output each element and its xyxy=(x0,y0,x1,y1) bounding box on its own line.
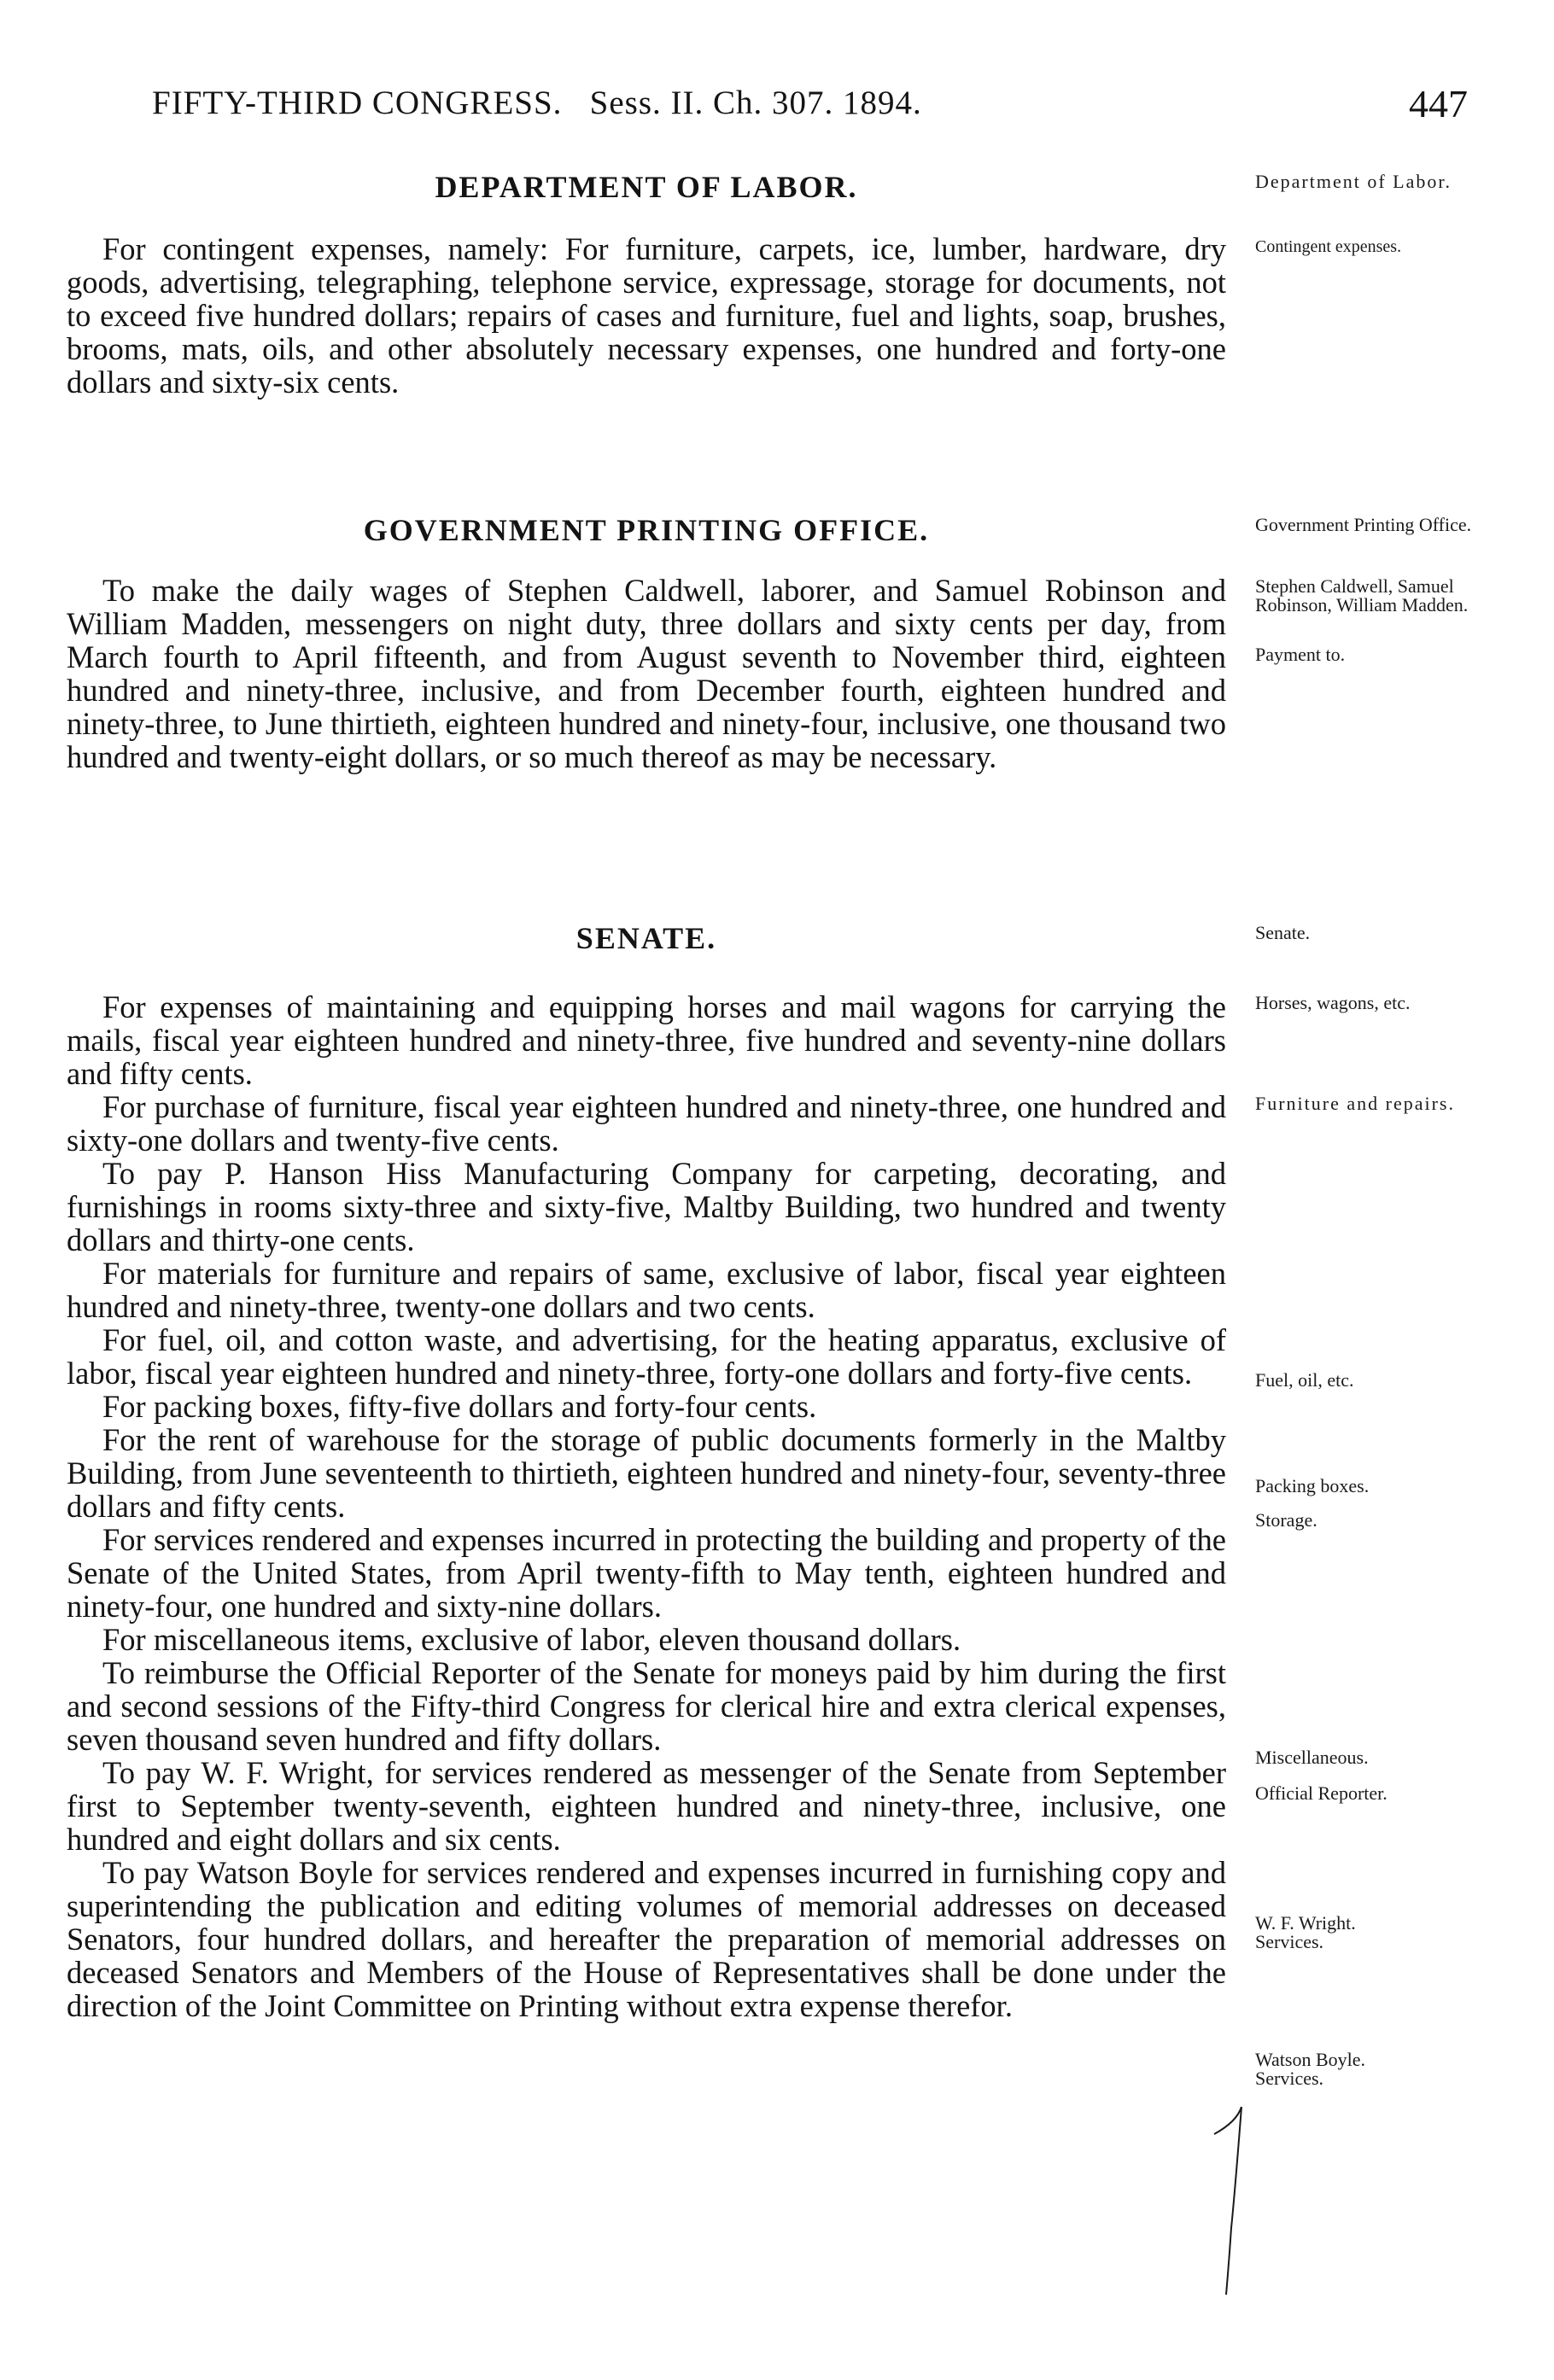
paragraph: To reimburse the Official Reporter of the Senate for moneys paid by him during the first and second sessions of the Fifty-third Congress for clerical hire and extra clerical expenses, seven thousand seven hundred and fifty dollars. xyxy=(67,1655,1226,1757)
paragraph: For purchase of furniture, fiscal year eighteen hundred and ninety-three, one hundred and sixty-one dollars and twenty-five cents. xyxy=(67,1089,1226,1158)
margin-note: W. F. Wright. Services. xyxy=(1255,1912,1356,1952)
paragraph: For services rendered and expenses incurred in protecting the building and property of the Senate of the United States, from April twenty-fifth to May tenth, eighteen hundred and ninety-four, one hundred and sixty-nine dollars. xyxy=(67,1522,1226,1624)
paragraph: To make the daily wages of Stephen Caldwell, laborer, and Samuel Robinson and William Madden, messengers on night duty, three dollars and sixty cents per day, from March fourth to April fifteenth, and from August seventh to November third, eighteen hundred and ninety-three, inclusive, and from December fourth, eighteen hundred and ninety-three, to June thirtieth, eighteen hundred and ninety-four, inclusive, one thousand two hundred and twenty-eight dollars, or so much thereof as may be necessary. xyxy=(67,573,1226,774)
paragraph: For the rent of warehouse for the storage of public documents formerly in the Maltby Building, from June seventeenth to thirtieth, eighteen hundred and ninety-four, seventy-three dollars and fifty cents. xyxy=(67,1422,1226,1524)
header-congress: FIFTY-THIRD CONGRESS. xyxy=(152,85,563,121)
paragraph: For packing boxes, fifty-five dollars and forty-four cents. xyxy=(102,1389,817,1424)
handwritten-bracket-mark xyxy=(1212,2100,1247,2296)
paragraph: To pay Watson Boyle for services rendered and expenses incurred in furnishing copy and superintending the publication and editing volumes of memorial addresses on deceased Senators, four hundred dollars, and hereafter the preparation of memorial addresses on deceased Senators and Members of the House of Representatives shall be done under the direction of the Joint Committee on Printing without extra expense therefor. xyxy=(67,1855,1226,2023)
margin-note: Horses, wagons, etc. xyxy=(1255,992,1411,1013)
margin-note: Watson Boyle. Services. xyxy=(1255,2049,1365,2089)
margin-note: Furniture and repairs. xyxy=(1255,1093,1455,1114)
margin-note: Department of Labor. xyxy=(1255,171,1452,192)
section-heading: SENATE. xyxy=(575,921,717,955)
paragraph: For fuel, oil, and cotton waste, and advertising, for the heating apparatus, exclusive of labor, fiscal year eighteen hundred and ninety-three, forty-one dollars and forty-five cents. xyxy=(67,1322,1226,1391)
page-number: 447 xyxy=(1409,82,1468,125)
paragraph: For contingent expenses, namely: For furniture, carpets, ice, lumber, hardware, dry goods, advertising, telegraphing, telephone service, expressage, storage for documents, not to exceed five hundred dollars; repairs of cases and furniture, fuel and lights, soap, brushes, brooms, mats, oils, and other absolutely necessary expenses, one hundred and forty-one dollars and sixty-six cents. xyxy=(67,231,1226,400)
paragraph: To pay W. F. Wright, for services rendered as messenger of the Senate from September first to September twenty-seventh, eighteen hundred and ninety-three, inclusive, one hundred and eight dollars and six cents. xyxy=(67,1755,1226,1857)
section-printing-body xyxy=(67,574,1226,773)
paragraph: For materials for furniture and repairs of same, exclusive of labor, fiscal year eighteen hundred and ninety-three, twenty-one dollars and two cents. xyxy=(67,1256,1226,1324)
margin-note: Stephen Caldwell, Samuel Robinson, William Madden. xyxy=(1255,575,1469,615)
section-senate xyxy=(67,920,1226,956)
paragraph: To pay P. Hanson Hiss Manufacturing Company for carpeting, decorating, and furnishings in rooms sixty-three and sixty-five, Maltby Building, two hundred and twenty dollars and thirty-one cents. xyxy=(67,1156,1226,1257)
running-header-title xyxy=(152,84,922,122)
paragraph: For miscellaneous items, exclusive of labor, eleven thousand dollars. xyxy=(102,1622,961,1657)
header-session: Sess. II. Ch. 307. 1894. xyxy=(589,85,922,121)
section-department-of-labor xyxy=(67,169,1226,205)
section-labor-body xyxy=(67,232,1226,399)
margin-note: Government Printing Office. xyxy=(1255,514,1472,535)
margin-note: Contingent expenses. xyxy=(1255,237,1402,256)
section-government-printing-office xyxy=(67,512,1226,548)
section-senate-body xyxy=(67,990,1226,2022)
margin-note: Storage. xyxy=(1255,1509,1317,1531)
margin-note: Packing boxes. xyxy=(1255,1475,1370,1496)
section-heading: GOVERNMENT PRINTING OFFICE. xyxy=(363,513,930,547)
margin-note: Senate. xyxy=(1255,922,1311,943)
margin-note: Official Reporter. xyxy=(1255,1782,1388,1804)
section-heading: DEPARTMENT OF LABOR. xyxy=(435,170,858,204)
margin-note: Payment to. xyxy=(1255,644,1346,665)
margin-note: Fuel, oil, etc. xyxy=(1255,1369,1354,1391)
paragraph: For expenses of maintaining and equipping horses and mail wagons for carrying the mails, fiscal year eighteen hundred and ninety-three, five hundred and seventy-nine dollars and fifty cents. xyxy=(67,989,1226,1091)
margin-note: Miscellaneous. xyxy=(1255,1747,1369,1768)
